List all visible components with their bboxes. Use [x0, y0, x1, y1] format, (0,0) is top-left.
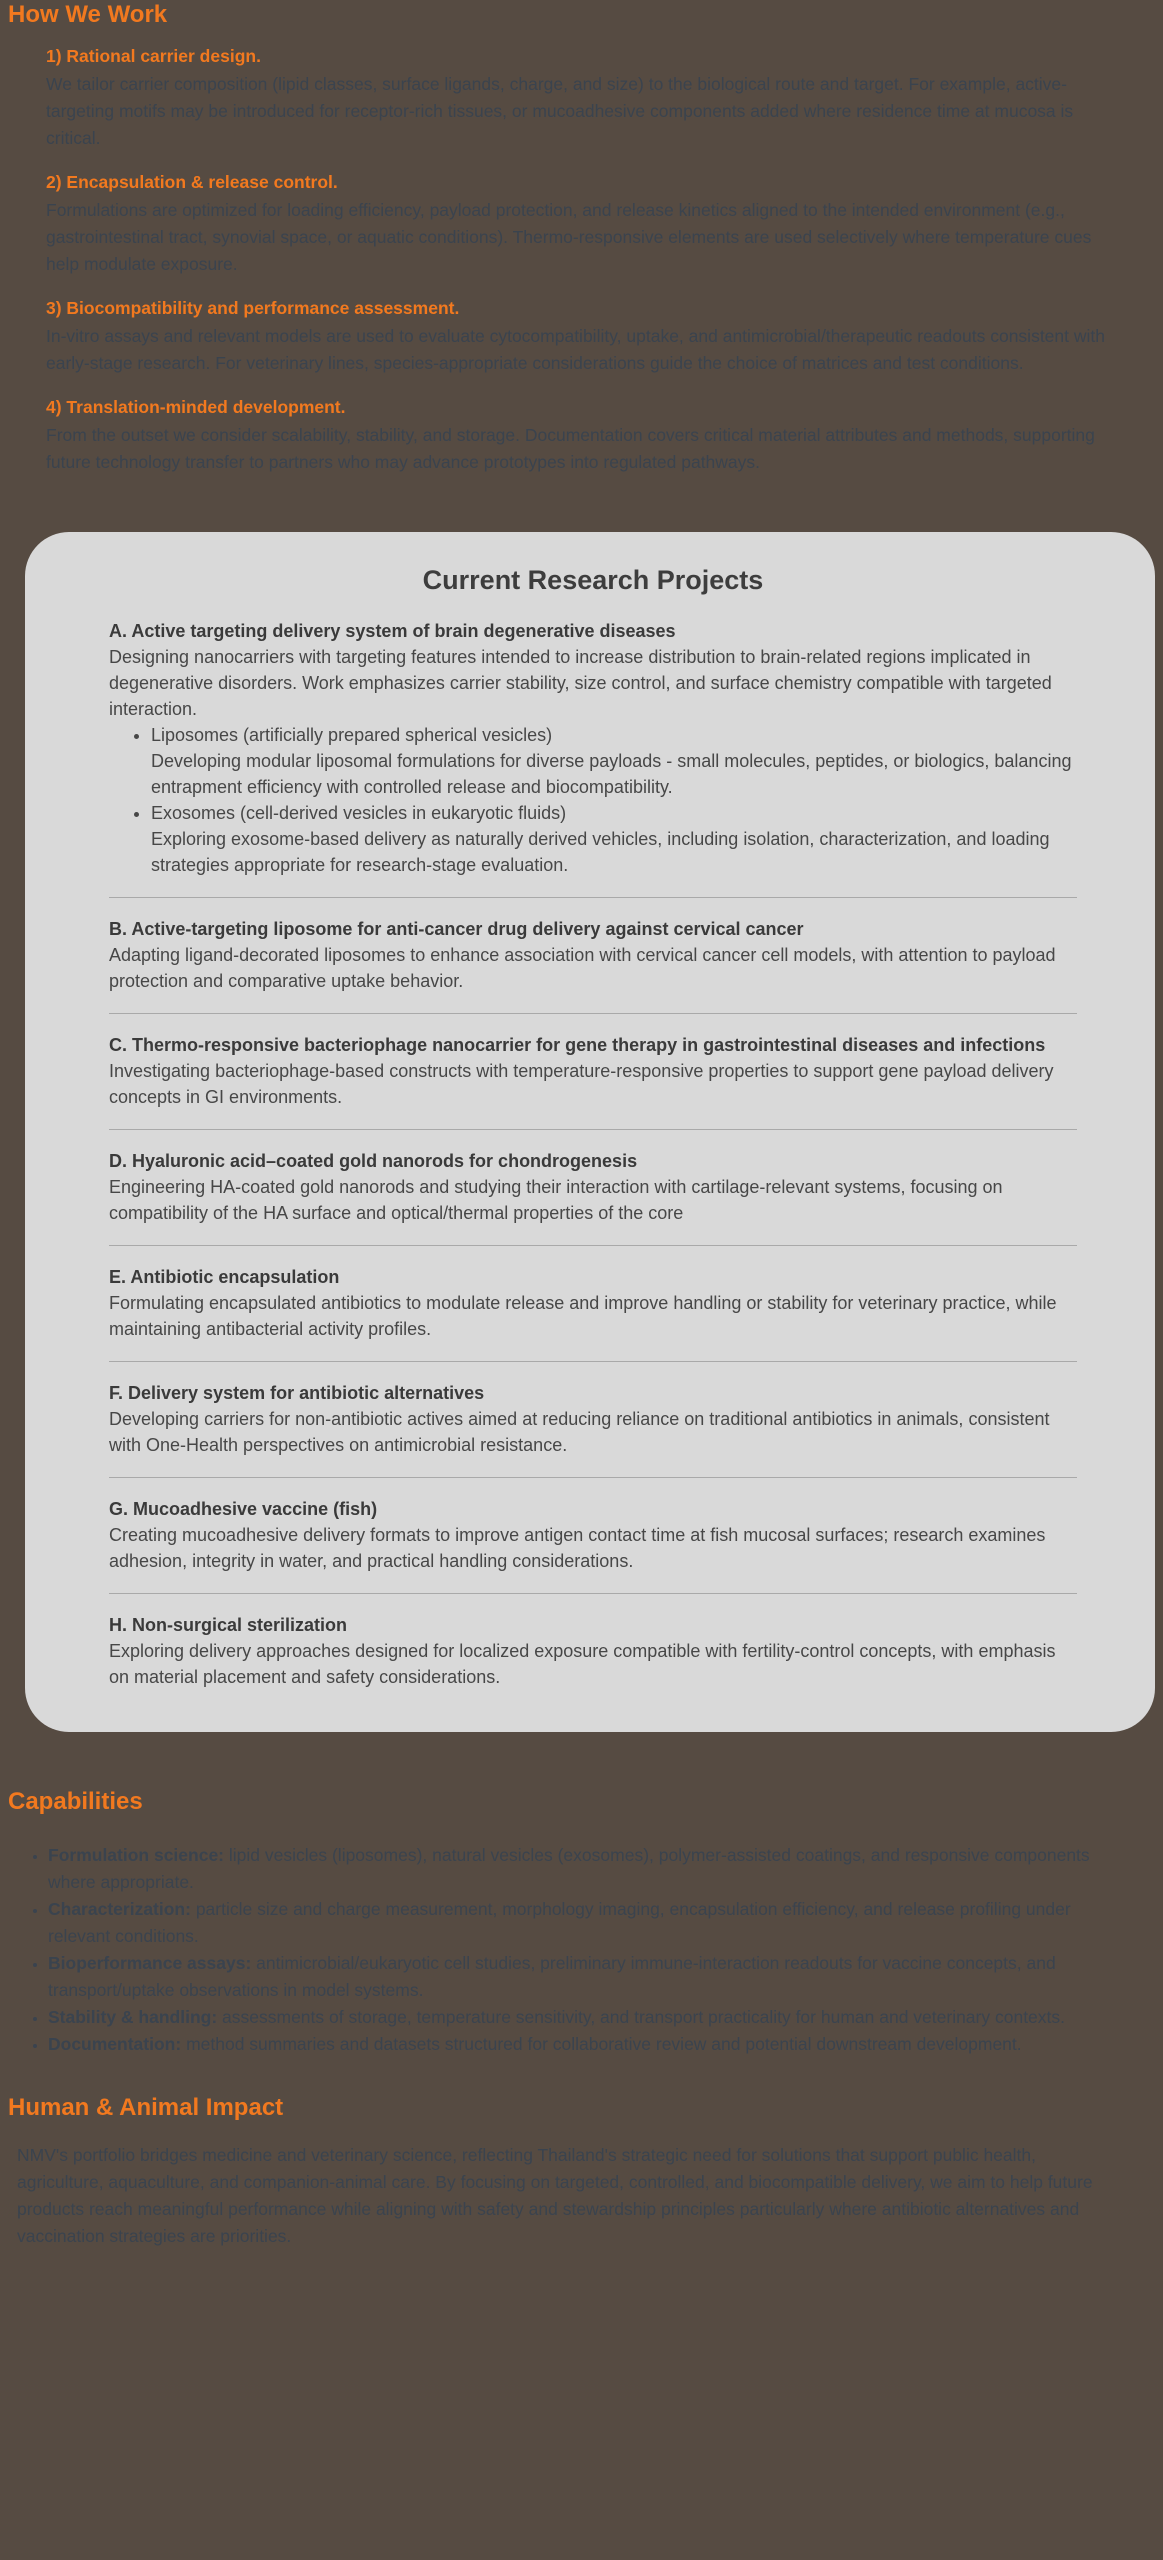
- card-title: Current Research Projects: [422, 565, 764, 595]
- project-body: Formulating encapsulated antibiotics to modulate release and improve handling or stability for veterinary practice, while maintaining antibacterial activity profiles.: [109, 1293, 1057, 1339]
- step-heading: 2) Encapsulation & release control.: [46, 172, 338, 192]
- project-body: Designing nanocarriers with targeting features intended to increase distribution to brain-related regions implicated in degenerative disorders. Work emphasizes carrier stability, size control, and surface chemistry compatible with targeted interaction.: [109, 647, 1052, 719]
- capability-label: Characterization:: [48, 1899, 191, 1919]
- project-heading: F. Delivery system for antibiotic alternatives: [109, 1383, 485, 1403]
- list-item: [48, 1842, 1103, 1896]
- step-heading: 3) Biocompatibility and performance assessment.: [46, 298, 460, 318]
- step-heading: 1) Rational carrier design.: [46, 46, 261, 66]
- how-we-work-steps: [46, 44, 1113, 476]
- project-body: Developing carriers for non-antibiotic actives aimed at reducing reliance on traditional antibiotics in animals, consistent with One-Health perspectives on antimicrobial resistance.: [109, 1409, 1050, 1455]
- step-translation-minded-development: [46, 395, 1113, 476]
- step-rational-carrier-design: [46, 44, 1113, 152]
- project-h: [109, 1612, 1077, 1690]
- divider: [109, 1129, 1077, 1130]
- project-b: [109, 916, 1077, 994]
- capability-description: assessments of storage, temperature sensitivity, and transport practicality for human and veterinary contexts.: [217, 2007, 1066, 2027]
- divider: [109, 1361, 1077, 1362]
- project-heading: E. Antibiotic encapsulation: [109, 1267, 340, 1287]
- how-we-work-title: How We Work: [8, 1, 168, 28]
- capability-label: Documentation:: [48, 2034, 182, 2054]
- step-body: In-vitro assays and relevant models are used to evaluate cytocompatibility, uptake, and antimicrobial/therapeutic readouts consistent with early-stage research. For veterinary lines, species-appropriate considerations guide the choice of matrices and test conditions.: [46, 326, 1105, 373]
- bullet-description: Exploring exosome-based delivery as naturally derived vehicles, including isolation, characterization, and loading strategies appropriate for research-stage evaluation.: [151, 829, 1050, 875]
- step-body: Formulations are optimized for loading efficiency, payload protection, and release kinetics aligned to the intended environment (e.g., gastrointestinal tract, synovial space, or aquatic conditions). Thermo-responsive elements are used selectively where temperature cues help modulate exposure.: [46, 200, 1092, 274]
- list-item: [48, 1896, 1103, 1950]
- capability-description: lipid vesicles (liposomes), natural vesicles (exosomes), polymer-assisted coatings, and responsive components where appropriate.: [48, 1845, 1090, 1892]
- divider: [109, 1013, 1077, 1014]
- human-animal-impact-title: Human & Animal Impact: [8, 2094, 284, 2121]
- list-item: [151, 722, 1077, 800]
- current-research-projects-card: [25, 532, 1155, 1732]
- project-heading: A. Active targeting delivery system of brain degenerative diseases: [109, 621, 676, 641]
- divider: [109, 1245, 1077, 1246]
- step-body: From the outset we consider scalability, stability, and storage. Documentation covers critical material attributes and methods, supporting future technology transfer to partners who may advance prototypes into regulated pathways.: [46, 425, 1095, 472]
- step-biocompatibility-assessment: [46, 296, 1113, 377]
- project-a: [109, 618, 1077, 878]
- capability-label: Bioperformance assays:: [48, 1953, 252, 1973]
- step-body: We tailor carrier composition (lipid classes, surface ligands, charge, and size) to the biological route and target. For example, active-targeting motifs may be introduced for receptor-rich tissues, or mucoadhesive components added where residence time at mucosa is critical.: [46, 74, 1074, 148]
- list-item: [48, 1950, 1103, 2004]
- capability-description: particle size and charge measurement, morphology imaging, encapsulation efficiency, and release profiling under relevant conditions.: [48, 1899, 1071, 1946]
- capabilities-list: [10, 1842, 1103, 2058]
- list-item: [48, 2031, 1103, 2058]
- capability-description: method summaries and datasets structured for collaborative review and potential downstream development.: [181, 2034, 1022, 2054]
- impact-body: NMV's portfolio bridges medicine and veterinary science, reflecting Thailand's strategic need for solutions that support public health, agriculture, aquaculture, and companion-animal care. By focusing on targeted, controlled, and biocompatible delivery, we aim to help future products reach meaningful performance while aligning with safety and stewardship principles particularly where antibiotic alternatives and vaccination strategies are priorities.: [17, 2145, 1093, 2246]
- project-heading: B. Active-targeting liposome for anti-cancer drug delivery against cervical cancer: [109, 919, 804, 939]
- capability-label: Formulation science:: [48, 1845, 225, 1865]
- divider: [109, 1593, 1077, 1594]
- project-heading: D. Hyaluronic acid–coated gold nanorods for chondrogenesis: [109, 1151, 638, 1171]
- project-g: [109, 1496, 1077, 1574]
- capability-description: antimicrobial/eukaryotic cell studies, preliminary immune-interaction readouts for vaccine concepts, and transport/uptake observations in model systems.: [48, 1953, 1056, 2000]
- step-encapsulation-release-control: [46, 170, 1113, 278]
- project-heading: H. Non-surgical sterilization: [109, 1615, 348, 1635]
- divider: [109, 897, 1077, 898]
- project-heading: G. Mucoadhesive vaccine (fish): [109, 1499, 378, 1519]
- list-item: [151, 800, 1077, 878]
- divider: [109, 1477, 1077, 1478]
- project-body: Engineering HA-coated gold nanorods and studying their interaction with cartilage-relevant systems, focusing on compatibility of the HA surface and optical/thermal properties of the core: [109, 1177, 1003, 1223]
- step-heading: 4) Translation-minded development.: [46, 397, 346, 417]
- list-item: [48, 2004, 1103, 2031]
- project-heading: C. Thermo-responsive bacteriophage nanocarrier for gene therapy in gastrointestinal diseases and infections: [109, 1035, 1046, 1055]
- project-c: [109, 1032, 1077, 1110]
- project-a-bullet-list: [109, 722, 1077, 878]
- project-body: Exploring delivery approaches designed for localized exposure compatible with fertility-control concepts, with emphasis on material placement and safety considerations.: [109, 1641, 1056, 1687]
- project-e: [109, 1264, 1077, 1342]
- capability-label: Stability & handling:: [48, 2007, 218, 2027]
- project-body: Adapting ligand-decorated liposomes to enhance association with cervical cancer cell models, with attention to payload protection and comparative uptake behavior.: [109, 945, 1056, 991]
- project-body: Investigating bacteriophage-based constructs with temperature-responsive properties to support gene payload delivery concepts in GI environments.: [109, 1061, 1054, 1107]
- bullet-label: • Exosomes (cell-derived vesicles in eukaryotic fluids): [151, 803, 567, 823]
- project-body: Creating mucoadhesive delivery formats to improve antigen contact time at fish mucosal surfaces; research examines adhesion, integrity in water, and practical handling considerations.: [109, 1525, 1046, 1571]
- bullet-description: Developing modular liposomal formulations for diverse payloads - small molecules, peptides, or biologics, balancing entrapment efficiency with controlled release and biocompatibility.: [151, 751, 1072, 797]
- project-d: [109, 1148, 1077, 1226]
- bullet-label: • Liposomes (artificially prepared spherical vesicles): [151, 725, 553, 745]
- project-f: [109, 1380, 1077, 1458]
- capabilities-title: Capabilities: [8, 1788, 143, 1815]
